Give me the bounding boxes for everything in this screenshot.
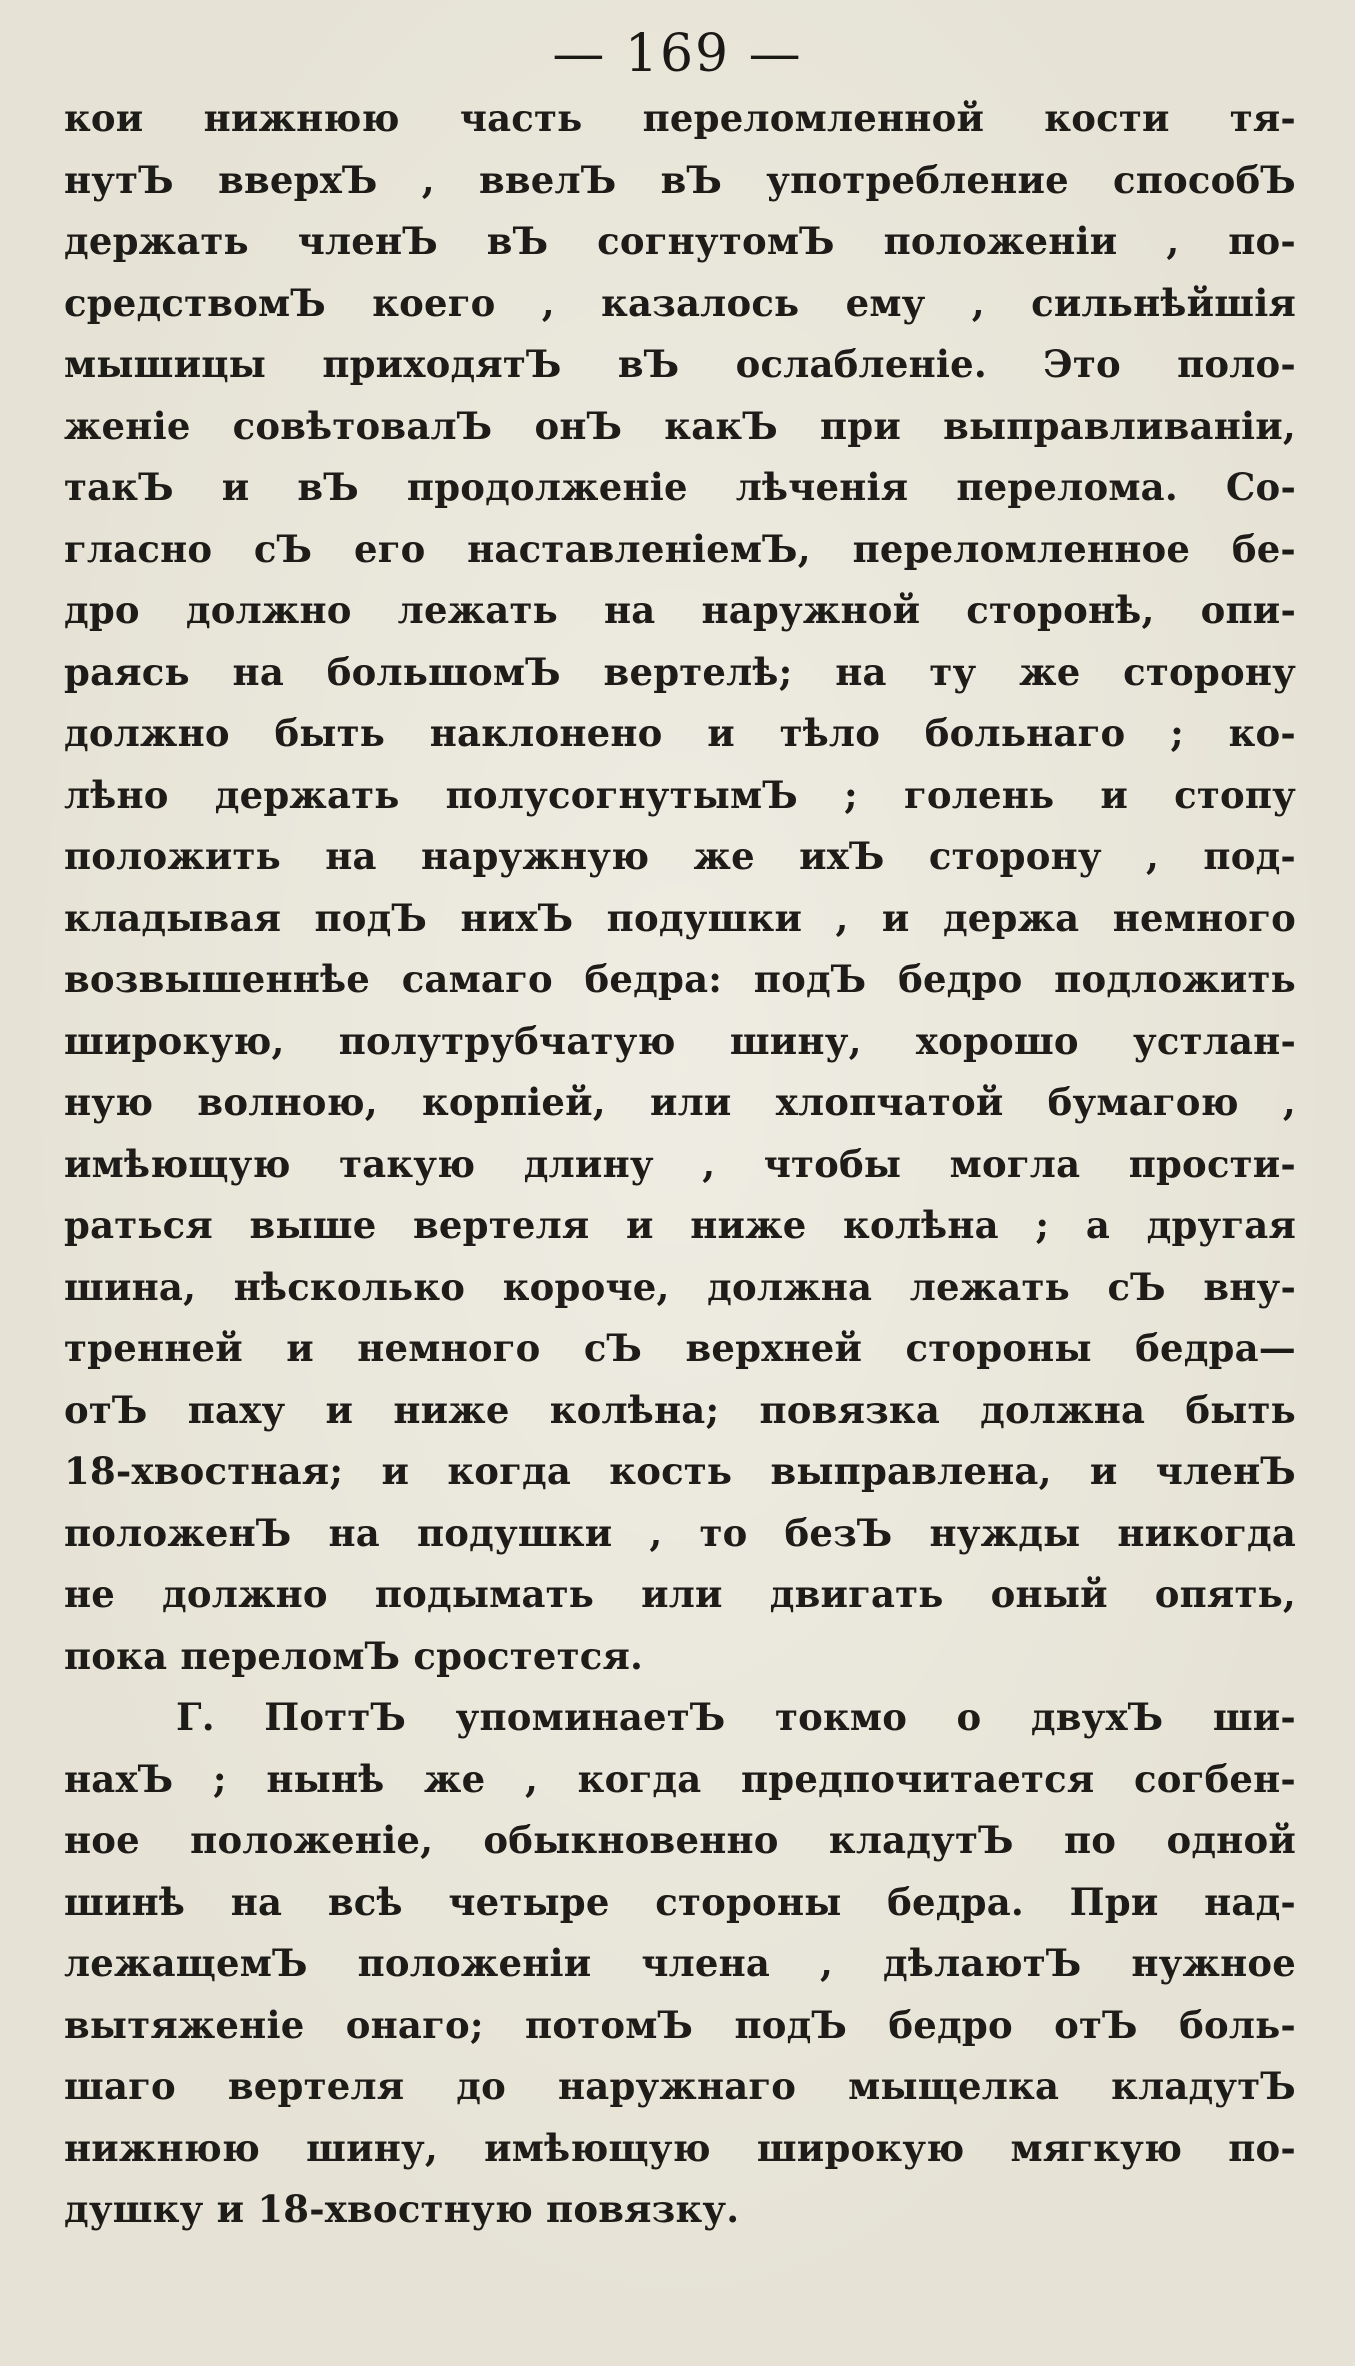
text-line: положенЪ на подушки , то безЪ нужды никогда: [64, 1510, 1296, 1555]
text-line: ную волною, корпiей, или хлопчатой бумагою ,: [64, 1080, 1296, 1124]
text-line: гласно сЪ его наставленiемЪ, переломленное бе-: [64, 526, 1296, 571]
text-line: отЪ паху и ниже колѣна; повязка должна быть: [64, 1387, 1296, 1432]
text-line: имѣющую такую длину , чтобы могла прости-: [64, 1141, 1296, 1186]
text-line: шинѣ на всѣ четыре стороны бедра. При над-: [64, 1879, 1296, 1924]
text-line: должно быть наклонено и тѣло больнаго ; ко-: [64, 711, 1296, 755]
text-line: кладывая подЪ нихЪ подушки , и держа немного: [64, 895, 1296, 940]
text-line: тренней и немного сЪ верхней стороны бедра—: [64, 1326, 1296, 1370]
text-line: кои нижнюю часть переломленной кости тя-: [64, 96, 1296, 140]
text-line: нахЪ ; нынѣ же , когда предпочитается согбен-: [64, 1756, 1296, 1801]
text-line: средствомЪ коего , казалось ему , сильнѣйшiя: [64, 280, 1296, 325]
text-line: пока переломЪ сростется.: [64, 1633, 644, 1678]
text-line: возвышеннѣе самаго бедра: подЪ бедро подложить: [64, 957, 1296, 1001]
body-text: [64, 88, 1296, 2241]
text-line: нижнюю шину, имѣющую широкую мягкую по-: [64, 2125, 1296, 2170]
text-line: женiе совѣтовалЪ онЪ какЪ при выправливанiи,: [64, 403, 1296, 448]
text-line: вытяженiе онаго; потомЪ подЪ бедро отЪ боль-: [64, 2002, 1296, 2047]
text-line: ное положенiе, обыкновенно кладутЪ по одной: [64, 1818, 1296, 1862]
text-line: широкую, полутрубчатую шину, хорошо устлан-: [64, 1018, 1296, 1063]
text-line: раясь на большомЪ вертелѣ; на ту же сторону: [64, 649, 1296, 694]
text-line: душку и 18-хвостную повязку.: [64, 2187, 740, 2231]
text-line: шаго вертеля до наружнаго мыщелка кладутЪ: [64, 2064, 1296, 2108]
text-line: лежащемЪ положенiи члена , дѣлаютЪ нужное: [64, 1941, 1296, 1985]
text-line: дро должно лежать на наружной сторонѣ, опи-: [64, 588, 1296, 632]
text-line: шина, нѣсколько короче, должна лежать сЪ вну-: [64, 1264, 1296, 1309]
page-number: — 169 —: [552, 24, 803, 84]
text-line: такЪ и вЪ продолженiе лѣченiя перелома. Со-: [64, 465, 1296, 509]
text-line: раться выше вертеля и ниже колѣна ; а другая: [64, 1203, 1296, 1247]
text-line: Г. ПоттЪ упоминаетЪ токмо о двухЪ ши-: [176, 1695, 1296, 1739]
text-line: нутЪ вверхЪ , ввелЪ вЪ употребление способЪ: [64, 157, 1296, 202]
text-line: мышицы приходятЪ вЪ ослабленiе. Это поло-: [64, 342, 1296, 386]
text-line: держать членЪ вЪ согнутомЪ положенiи , по-: [64, 219, 1296, 263]
text-line: 18-хвостная; и когда кость выправлена, и членЪ: [64, 1449, 1296, 1493]
text-line: лѣно держать полусогнутымЪ ; голень и стопу: [64, 772, 1296, 817]
text-line: положить на наружную же ихЪ сторону , под-: [64, 834, 1296, 878]
text-line: не должно подымать или двигать оный опять,: [64, 1572, 1296, 1616]
